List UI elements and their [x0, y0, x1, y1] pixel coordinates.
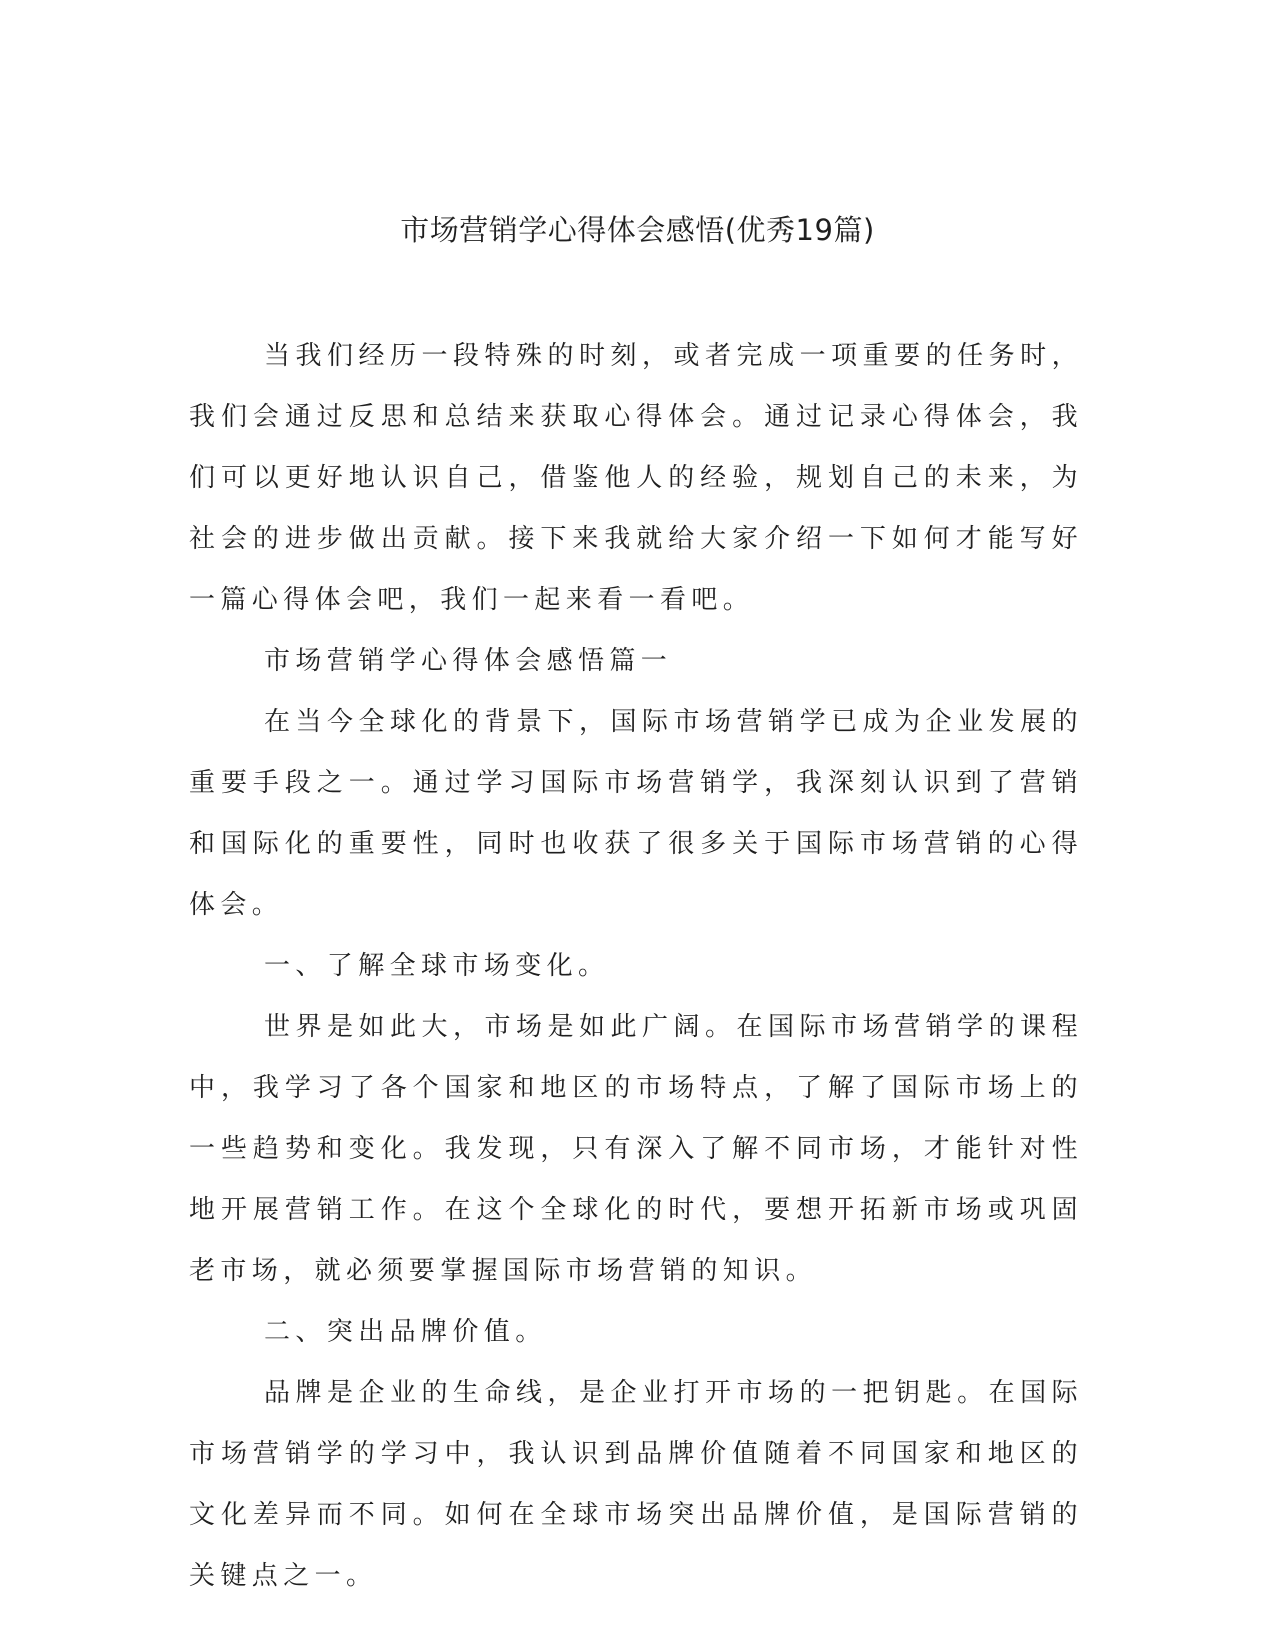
body-paragraph: 世界是如此大，市场是如此广阔。在国际市场营销学的课程中，我学习了各个国家和地区的市场特点，了解了国际市场上的一些趋势和变化。我发现，只有深入了解不同市场，才能针对性地开展营销工作。在这个全球化的时代，要想开拓新市场或巩固老市场，就必须要掌握国际市场营销的知识。 [189, 1012, 1083, 1286]
body-paragraph: 品牌是企业的生命线，是企业打开市场的一把钥匙。在国际市场营销学的学习中，我认识到品牌价值随着不同国家和地区的文化差异而不同。如何在全球市场突出品牌价值，是国际营销的关键点之一。 [189, 1378, 1083, 1591]
document-body [189, 326, 1083, 1607]
body-paragraph: 在当今全球化的背景下，国际市场营销学已成为企业发展的重要手段之一。通过学习国际市场营销学，我深刻认识到了营销和国际化的重要性，同时也收获了很多关于国际市场营销的心得体会。 [189, 707, 1083, 920]
subheading-two: 二、突出品牌价值。 [264, 1317, 547, 1347]
section-heading: 市场营销学心得体会感悟篇一 [264, 646, 673, 676]
subheading-one: 一、了解全球市场变化。 [264, 951, 610, 981]
document-title: 市场营销学心得体会感悟(优秀19篇) [400, 213, 875, 247]
intro-paragraph: 当我们经历一段特殊的时刻，或者完成一项重要的任务时，我们会通过反思和总结来获取心得体会。通过记录心得体会，我们可以更好地认识自己，借鉴他人的经验，规划自己的未来，为社会的进步做出贡献。接下来我就给大家介绍一下如何才能写好一篇心得体会吧，我们一起来看一看吧。 [189, 341, 1083, 615]
